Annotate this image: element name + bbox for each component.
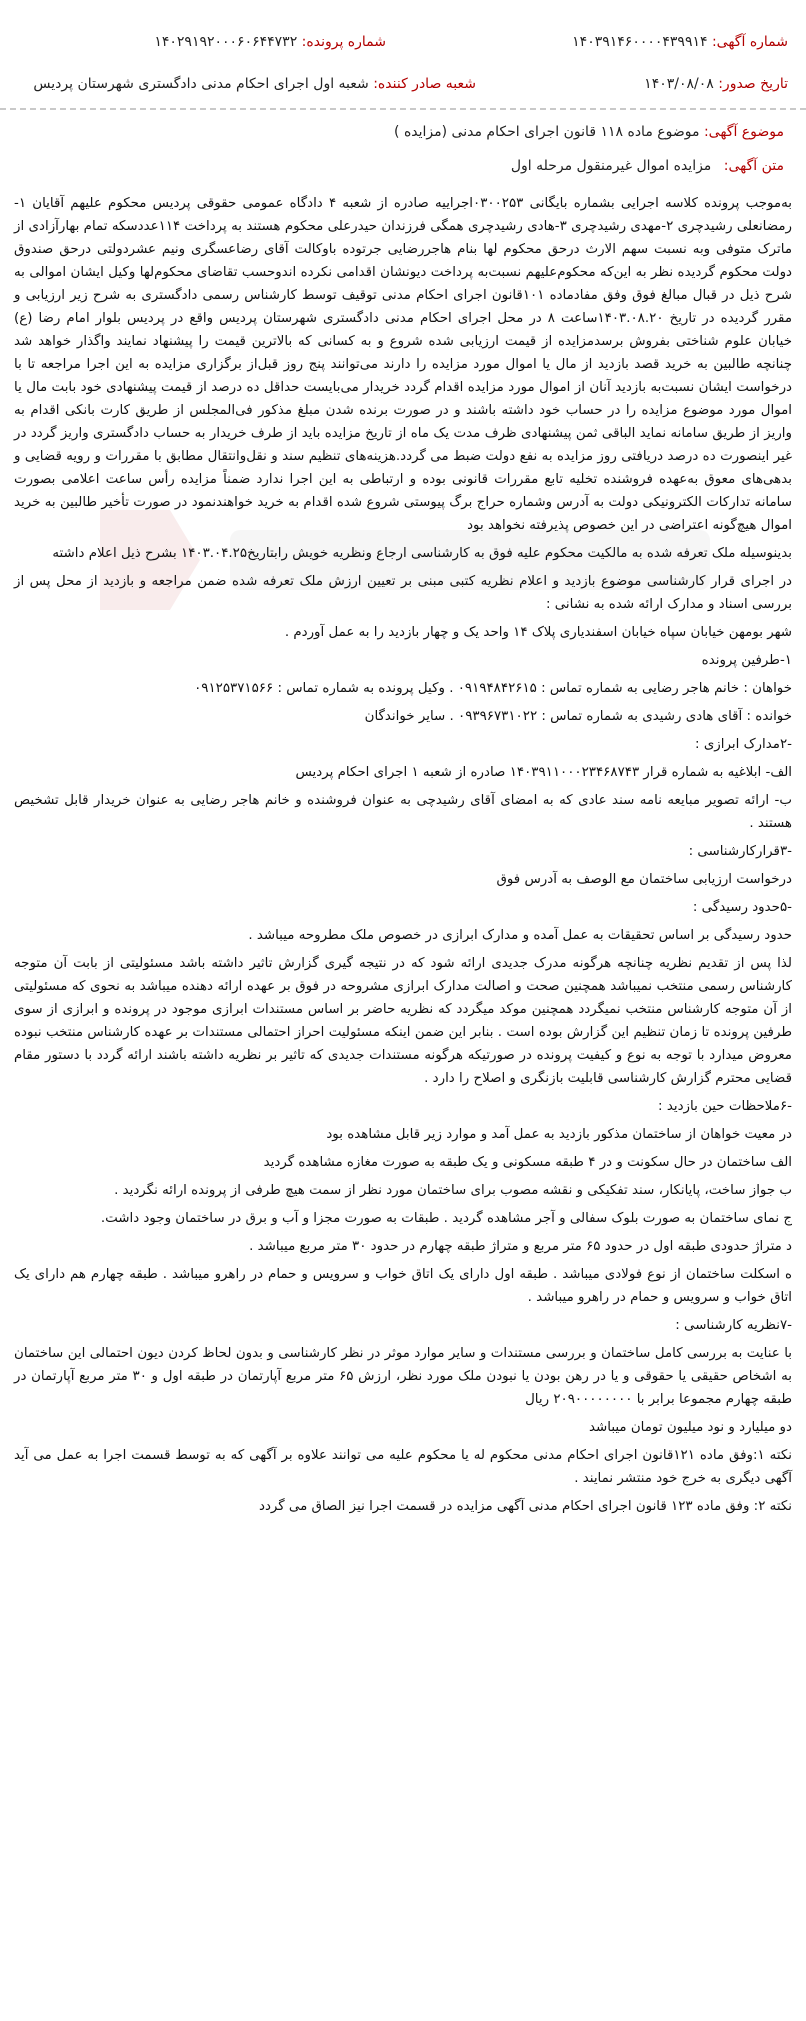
notice-paragraph: در معیت خواهان از ساختمان مذکور بازدید به عمل آمد و موارد زیر قابل مشاهده بود xyxy=(326,1127,792,1142)
subject-line xyxy=(394,124,784,140)
paragraph-gap xyxy=(14,1518,792,1523)
notice-paragraph: الف ساختمان در حال سکونت و در ۴ طبقه مسکونی و یک طبقه به صورت مغازه مشاهده گردید xyxy=(263,1155,792,1170)
notice-paragraph: حدود رسیدگی بر اساس تحقیقات به عمل آمده و مدارک ابرازی در خصوص ملک مطروحه میباشد . xyxy=(248,928,792,943)
text-heading-line xyxy=(511,158,784,174)
notice-paragraph: خواهان : خانم هاجر رضایی به شماره تماس : ۰۹۱۹۴۸۴۲۶۱۵ . وکیل پرونده به شماره تماس : ۰۹۱۲۵۳۷۱۵۶۶ xyxy=(194,681,792,696)
notice-paragraph: -۳قرارکارشناسی : xyxy=(688,844,792,859)
notice-paragraph: خوانده : آقای هادی رشیدی به شماره تماس : ۰۹۳۹۶۷۳۱۰۲۲ . سایر خواندگان xyxy=(364,709,792,724)
notice-paragraph: نکته ۲: وفق ماده ۱۲۳ قانون اجرای احکام مدنی آگهی مزایده در قسمت اجرا نیز الصاق می گردد xyxy=(258,1499,792,1514)
notice-paragraph: -۲مدارک ابرازی : xyxy=(695,737,792,752)
header-divider xyxy=(0,108,806,110)
notice-paragraph: شهر بومهن خیابان سپاه خیابان اسفندیاری پلاک ۱۴ واحد یک و چهار بازدید را به عمل آوردم . xyxy=(284,625,792,640)
case-number-value: ۱۴۰۲۹۱۹۲۰۰۰۶۰۶۴۴۷۳۲ xyxy=(154,34,298,50)
notice-paragraph: الف- ابلاغیه به شماره قرار ۱۴۰۳۹۱۱۰۰۰۲۳۴۶۸۷۴۳ صادره از شعبه ۱ اجرای احکام پردیس xyxy=(295,765,792,780)
issue-date xyxy=(644,76,788,92)
notice-paragraph: -۶ملاحظات حین بازدید : xyxy=(658,1099,792,1114)
ad-number-label: شماره آگهی: xyxy=(711,34,788,50)
subject-label: موضوع آگهی: xyxy=(703,124,784,140)
case-number xyxy=(154,34,386,50)
subject-value: موضوع ماده ۱۱۸ قانون اجرای احکام مدنی (مزایده ) xyxy=(394,124,700,140)
notice-paragraph: لذا پس از تقدیم نظریه چنانچه هرگونه مدرک جدیدی ارائه شود که در نتیجه گیری گزارش تاثیر داشته باشد مسئولیتی از بابت آن متوجه کارشناس رسمی منتخب نمیباشد همچنین صحت و اصالت مدارک ابرازی مشروحه در فوق بر عهده ارائه دهنده میباشد به نحوی که مسئولیتی از آن متوجه کارشناس منتخب نمیگردد همچنین موکد میگردد که نظریه حاضر بر اساس مستندات ابرازی موجود در پرونده و ابرازی از سوی طرفین پرونده تا زمان تنظیم این گزارش بوده است . بنابر این ضمن اینکه مسئولیت احراز احتمالی مستندات بر عهده کارشناس منتخب نبوده معروض میدارد با توجه به نوع و کیفیت پرونده در صورتیکه هرگونه مستندات جدیدی که تاثیر بر نظریه داشته باشند ارائه گردد با دستور مقام قضایی محترم گزارش کارشناسی قابلیت بازنگری و اصلاح را دارد . xyxy=(14,956,792,1086)
notice-paragraph: ب جواز ساخت، پایانکار، سند تفکیکی و نقشه مصوب برای ساختمان مورد نظر از سمت هیچ طرفی از پرونده ارائه نگردید . xyxy=(114,1183,792,1198)
notice-paragraph: دو میلیارد و نود میلیون تومان میباشد xyxy=(589,1420,792,1435)
notice-paragraph: ۱-طرفین پرونده xyxy=(701,653,792,668)
issue-date-value: ۱۴۰۳/۰۸/۰۸ xyxy=(644,76,714,92)
notice-paragraph: درخواست ارزیابی ساختمان مع الوصف به آدرس فوق xyxy=(496,872,792,887)
notice-paragraph: -۷نظریه کارشناسی : xyxy=(675,1318,792,1333)
ad-number-value: ۱۴۰۳۹۱۴۶۰۰۰۰۴۳۹۹۱۴ xyxy=(572,34,708,50)
notice-paragraph: ه اسکلت ساختمان از نوع فولادی میباشد . طبقه اول دارای یک اتاق خواب و سرویس و حمام در راهرو میباشد . طبقه چهارم هم دارای یک اتاق خواب و سرویس و حمام در راهرو میباشد . xyxy=(14,1267,792,1305)
issuing-branch-value: شعبه اول اجرای احکام مدنی دادگستری شهرستان پردیس xyxy=(33,76,369,92)
issuing-branch xyxy=(33,76,476,92)
notice-paragraph: با عنایت به بررسی کامل ساختمان و بررسی مستندات و سایر موارد موثر در نظر کارشناسی و بدون لحاظ کردن دیون احتمالی این ساختمان به اشخاص حقیقی یا حقوقی و یا در رهن بودن یا نبودن ملک مورد نظر، ارزش ۶۵ متر مربع آپارتمان در طبقه اول و ۳۰ متر مربع آپارتمان در طبقه چهارم مجموعا برابر با ۲۰۹۰۰۰۰۰۰۰۰ ریال xyxy=(14,1346,792,1407)
notice-paragraph: ب- ارائه تصویر مبایعه نامه سند عادی که به امضای آقای رشیدچی به عنوان فروشنده و خانم هاجر رضایی به عنوان خریدار قابل تشخیص هستند . xyxy=(14,793,792,831)
notice-paragraph: د متراژ حدودی طبقه اول در حدود ۶۵ متر مربع و متراژ طبقه چهارم در حدود ۳۰ متر مربع میباشد . xyxy=(249,1239,792,1254)
case-number-label: شماره پرونده: xyxy=(301,34,386,50)
issuing-branch-label: شعبه صادر کننده: xyxy=(373,76,476,92)
issue-date-label: تاریخ صدور: xyxy=(718,76,788,92)
notice-paragraph: به‌موجب پرونده کلاسه اجرایی بشماره بایگانی ۰۳۰۰۲۵۳اجراییه صادره از شعبه ۴ دادگاه عمومی حقوقی پردیس محکوم علیهم آقایان ۱-رمضانعلی رشیدچری ۲-مهدی رشیدچری ۳-هادی رشیدچری همگی فرزندان حیدرعلی محکوم هستند به پرداخت ۱۱۴عددسکه تمام بهارآزادی از ماترک متوفی وبه نسبت سهم الارث درحق محکوم لها بنام هاجررضایی جرتوده باوکالت آقای رضاعسگری ونیم عشردولتی درحق صندوق دولت محکوم گردیده نظر به این‌که محکوم‌علیهم نسبت‌به پرداخت دیونشان اقدامی نکرده اندوحسب تقاضای محکوم‌لها وکیل ایشان اموالی به شرح ذیل در قبال مبالغ فوق وفق مفادماده ۱۰۱قانون اجرای احکام مدنی توقیف توسط کارشناس رسمی دادگستری به شرح زیر ارزیابی و مقرر گردیده در تاریخ ۱۴۰۳.۰۸.۲۰ساعت ۸ در محل اجرای احکام مدنی دادگستری شهرستان پردیس واقع در پردیس بلوار امام رضا (ع) خیابان علوم شناختی بفروش برسدمزایده از قیمت ارزیابی شده شروع و به کسانی که بالاترین قیمت را پیشنهاد نمایند واگذار خواهد شد چنانچه طالبین به خرید قصد بازدید از مال یا اموال مورد مزایده را دارند می‌توانند پنج روز قبل‌از برگزاری مزایده به این اجرا مراجعه تا با درخواست ایشان نسبت‌به بازدید آنان از اموال مورد مزایده اقدام گردد خریدار می‌بایست حداقل ده درصد از قیمت پیشنهادی خود بابت مال یا اموال مورد موضوع مزایده را در حساب خود داشته باشند و در صورت برنده شدن مبلغ مذکور فی‌المجلس از طریق کارت بانکی اقدام به واریز از طریق سامانه نماید الباقی ثمن پیشنهادی ظرف مدت یک ماه از تاریخ مزایده باید از طرف خریدار به حساب دادگستری واریز گردد در غیر اینصورت ده درصد دریافتی روز مزایده به نفع دولت ضبط می گردد.هزینه‌های تنظیم سند و نقل‌وانتقال مطابق با مقررات و رویه قضایی و بدهی‌های معوق به‌عهده فروشنده تخلیه تابع مقررات قانونی بوده و ارتباطی به این اجرا ندارد ضمناً مزایده رأس ساعت اعلامی بصورت سامانه تدارکات الکترونیکی دولت به آدرس وشماره حراج برگ پیوستی شروع شده اقدام به خرید خواهندنمود در صورت تأخیر طالبین به خرید اموال هیچ‌گونه اعتراضی در این خصوص پذیرفته نخواهد بود xyxy=(14,196,793,533)
notice-header xyxy=(0,0,806,105)
ad-number xyxy=(572,34,788,50)
notice-paragraph: نکته ۱:وفق ماده ۱۲۱قانون اجرای احکام مدنی محکوم له یا محکوم علیه می توانند علاوه بر آگهی که به توسط قسمت اجرا به عمل می آید آگهی دیگری به خرج خود منتشر نمایند . xyxy=(14,1448,792,1486)
text-heading-value: مزایده اموال غیرمنقول مرحله اول xyxy=(510,158,712,174)
notice-paragraph: در اجرای قرار کارشناسی موضوع بازدید و اعلام نظریه کتبی مبنی بر تعیین ارزش ملک تعرفه شده ضمن مراجعه و بازدید از محل پس از بررسی اسناد و مدارک ارائه شده به نشانی : xyxy=(14,574,792,612)
notice-paragraph: -۵حدود رسیدگی : xyxy=(692,900,792,915)
text-heading-label: متن آگهی: xyxy=(723,158,784,174)
notice-paragraph: ج نمای ساختمان به صورت بلوک سفالی و آجر مشاهده گردید . طبقات به صورت مجزا و آب و برق در ساختمان وجود داشت. xyxy=(100,1211,792,1226)
notice-body xyxy=(14,192,792,1523)
notice-paragraph: بدینوسیله ملک تعرفه شده به مالکیت محکوم علیه فوق به کارشناسی ارجاع ونظریه خویش رابتاریخ۱۴۰۳.۰۴.۲۵ بشرح ذیل اعلام داشته xyxy=(52,546,792,561)
